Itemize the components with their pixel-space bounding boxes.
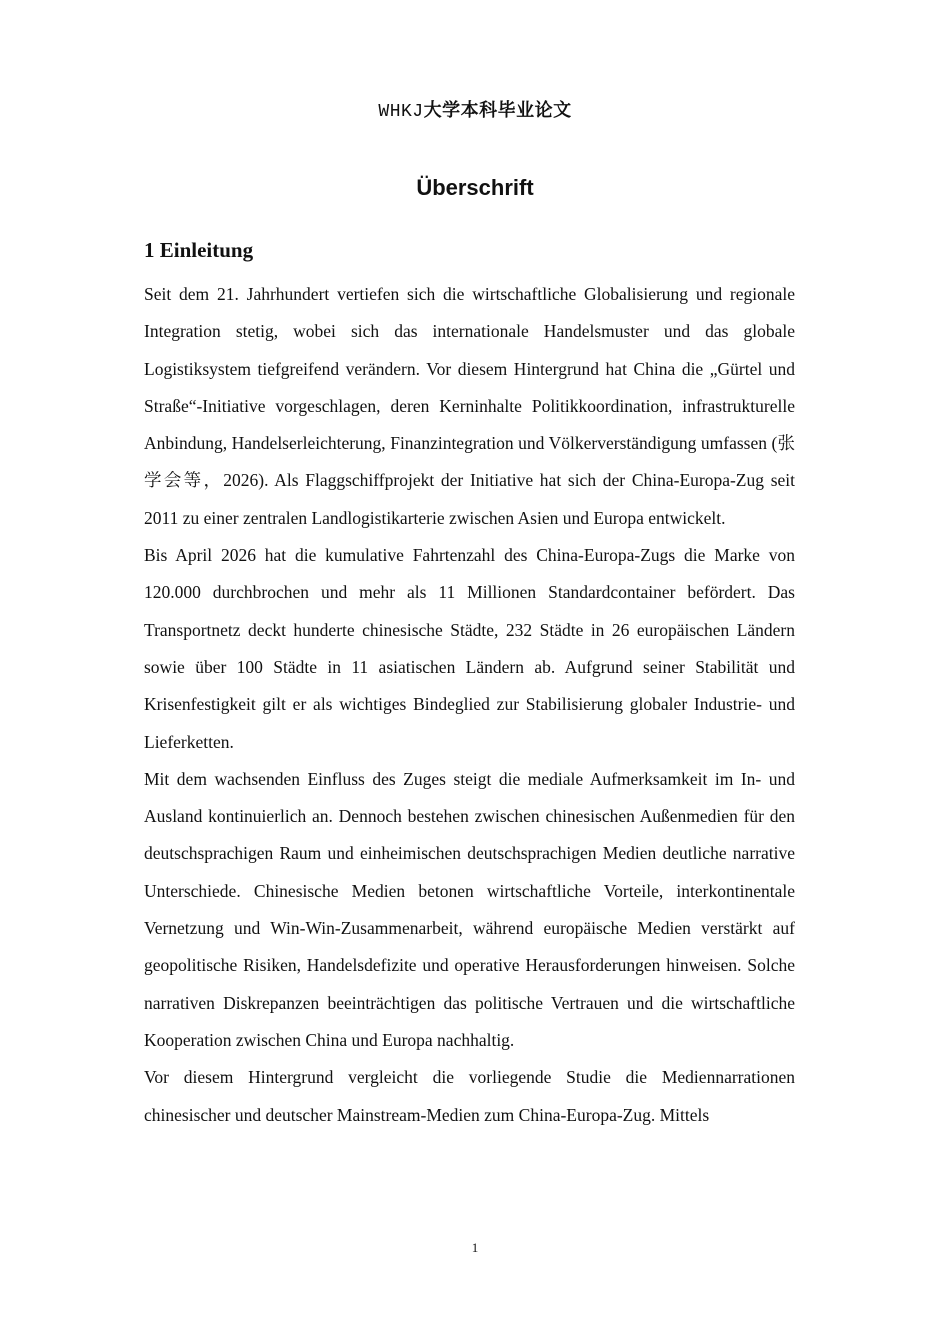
paragraph: Mit dem wachsenden Einfluss des Zuges steigt die mediale Aufmerksamkeit im In- und Ausland kontinuierlich an. Dennoch bestehen zwischen chinesischen Außenmedien für den deutschsprachigen Raum und einheimischen deutschsprachigen Medien deutliche narrative Unterschiede. Chinesische Medien betonen wirtschaftliche Vorteile, interkontinentale Vernetzung und Win-Win-Zusammenarbeit, während europäische Medien verstärkt auf geopolitische Risiken, Handelsdefizite und operative Herausforderungen hinweisen. Solche narrativen Diskrepanzen beeinträchtigen das politische Vertrauen und die wirtschaftliche Kooperation zwischen China und Europa nachhaltig. xyxy=(144,768,795,1050)
body-text xyxy=(144,276,795,1134)
thesis-header xyxy=(0,96,950,122)
paragraph: Seit dem 21. Jahrhundert vertiefen sich die wirtschaftliche Globalisierung und regionale Integration stetig, wobei sich das internationale Handelsmuster und das globale Logistiksystem tiefgreifend verändern. Vor diesem Hintergrund hat China die „Gürtel und Straße“-Initiative vorgeschlagen, deren Kerninhalte Politikkoordination, infrastrukturelle Anbindung, Handelserleichterung, Finanzintegration und Völkerverständigung umfassen (张学会等，2026). Als Flaggschiffprojekt der Initiative hat sich der China-Europa-Zug seit 2011 zu einer zentralen Landlogistikarterie zwischen Asien und Europa entwickelt. xyxy=(144,284,795,528)
section-heading: 1 Einleitung xyxy=(144,238,254,262)
header-thesis-label: 大学本科毕业论文 xyxy=(423,100,572,121)
paragraph: Vor diesem Hintergrund vergleicht die vorliegende Studie die Mediennarrationen chinesischer und deutscher Mainstream-Medien zum China-Europa-Zug. Mittels xyxy=(144,1067,795,1125)
paragraph: Bis April 2026 hat die kumulative Fahrtenzahl des China-Europa-Zugs die Marke von 120.000 durchbrochen und mehr als 11 Millionen Standardcontainer befördert. Das Transportnetz deckt hunderte chinesische Städte, 232 Städte in 26 europäischen Ländern sowie über 100 Städte in 11 asiatischen Ländern ab. Aufgrund seiner Stabilität und Krisenfestigkeit gilt er als wichtiges Bindeglied zur Stabilisierung globaler Industrie- und Lieferketten. xyxy=(144,545,795,752)
header-university-code: WHKJ xyxy=(378,102,424,122)
page-number: 1 xyxy=(471,1240,479,1255)
document-title: Überschrift xyxy=(416,175,534,200)
